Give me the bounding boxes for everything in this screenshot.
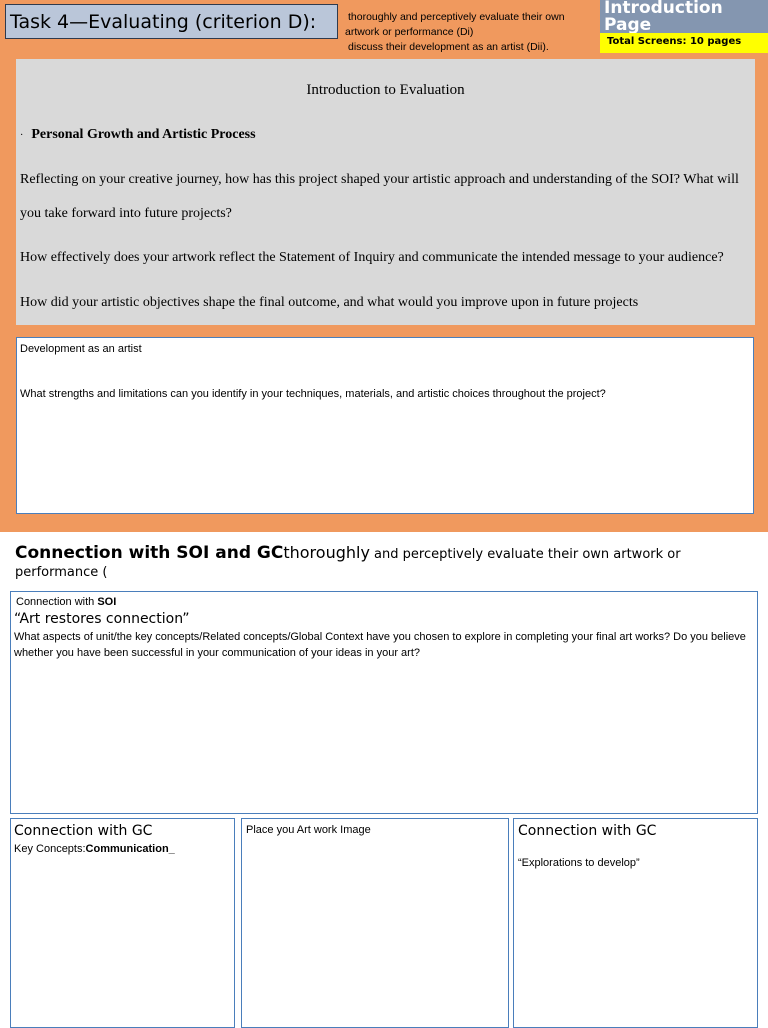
- introduction-panel: [16, 59, 755, 325]
- soi-label-prefix: Connection with: [16, 596, 98, 608]
- bullet-item: [20, 127, 256, 143]
- soi-question: What aspects of unit/the key concepts/Related concepts/Global Context have you chosen to explore in completing your final art works? Do you believe whether you have been successful in your communication of your ideas in your art?: [14, 631, 746, 659]
- page-title: Introduction Page: [604, 0, 723, 33]
- image-placeholder-text: Place you Art work Image: [246, 824, 371, 836]
- development-title: Development as an artist: [20, 343, 142, 355]
- key-concepts-value: Communication_: [85, 843, 175, 855]
- total-screens-badge: [600, 33, 768, 53]
- intro-paragraph: Reflecting on your creative journey, how has this project shaped your artistic approach and understanding of the SOI? What will you take forward into future projects?: [20, 172, 739, 221]
- development-question: What strengths and limitations can you identify in your techniques, materials, and artistic choices throughout the project?: [20, 388, 606, 400]
- introduction-page-title: [600, 0, 768, 33]
- artwork-image-placeholder[interactable]: [241, 818, 509, 1028]
- bullet-title: Personal Growth and Artistic Process: [31, 127, 256, 142]
- intro-heading: Introduction to Evaluation: [306, 82, 465, 98]
- connection-heading-line2: performance (: [15, 565, 108, 580]
- criteria-line-di-part1: thoroughly and perceptively evaluate their own: [348, 11, 565, 23]
- connection-heading-thoroughly: thoroughly: [283, 543, 370, 562]
- explorations-text: “Explorations to develop”: [518, 857, 640, 869]
- gc-connection-box-right[interactable]: [513, 818, 758, 1028]
- connection-heading-rest: and perceptively evaluate their own artwork or: [369, 547, 681, 562]
- task-title: Task 4—Evaluating (criterion D):: [10, 11, 317, 33]
- intro-paragraph: How did your artistic objectives shape the final outcome, and what would you improve upon in future projects: [20, 295, 639, 310]
- soi-connection-box[interactable]: [10, 591, 758, 814]
- soi-label-bold: SOI: [97, 596, 117, 608]
- connection-heading: [15, 542, 760, 579]
- key-concepts: [14, 843, 175, 855]
- criteria-line-dii: discuss their development as an artist (Dii).: [348, 41, 549, 53]
- bullet-marker: ·: [20, 130, 24, 141]
- key-concepts-label: Key Concepts:: [14, 843, 86, 855]
- development-text-box[interactable]: [16, 337, 754, 514]
- connection-heading-bold: Connection with SOI and GC: [15, 543, 284, 563]
- intro-paragraph: How effectively does your artwork reflect the Statement of Inquiry and communicate the intended message to your audience?: [20, 250, 724, 265]
- task-title-box: [5, 4, 338, 39]
- criteria-line-di-part2: artwork or performance (Di): [345, 26, 474, 38]
- soi-quote: “Art restores connection”: [14, 611, 190, 627]
- total-screens-text: Total Screens: 10 pages: [607, 36, 742, 47]
- soi-label: [16, 596, 116, 608]
- gc-title: Connection with GC: [518, 823, 657, 839]
- criteria-description: [345, 10, 600, 55]
- gc-connection-box-left[interactable]: [10, 818, 235, 1028]
- gc-title: Connection with GC: [14, 823, 153, 839]
